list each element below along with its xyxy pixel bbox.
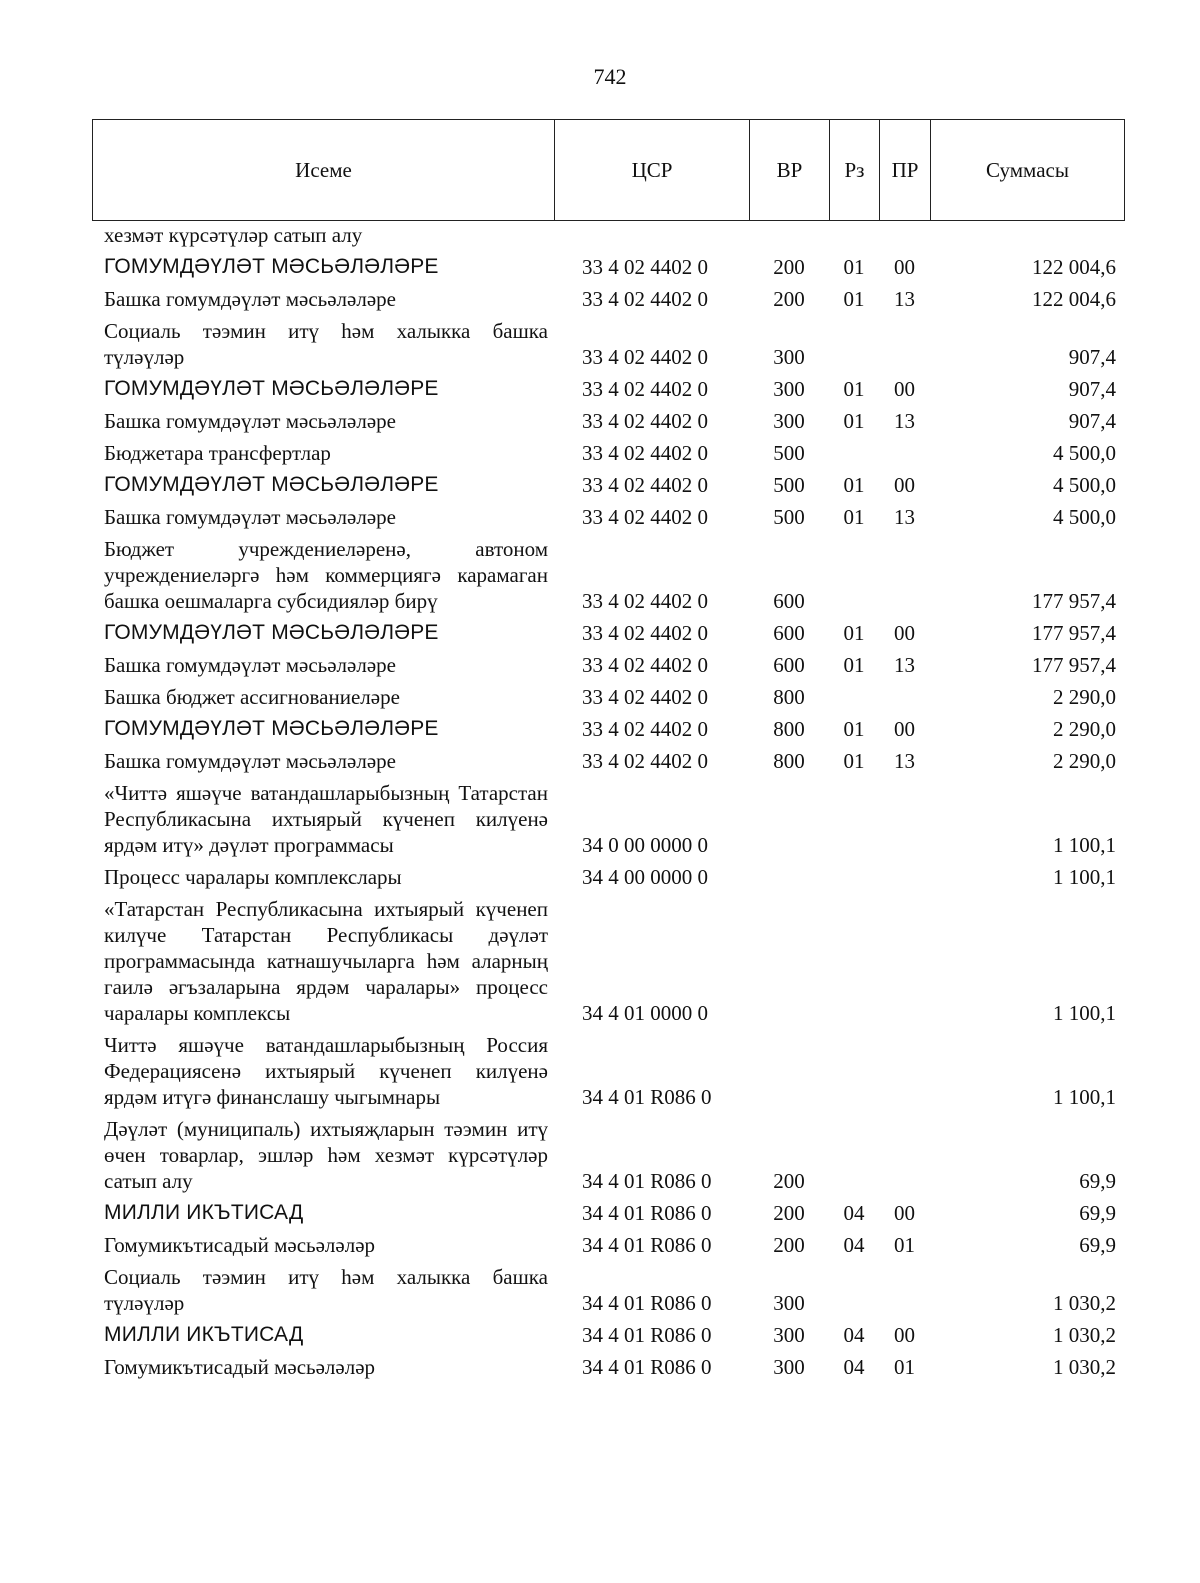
cell-name: МИЛЛИ ИКЪТИСАД [104,1201,304,1224]
cell-sum: 122 004,6 [1032,255,1116,279]
cell-pr: 00 [894,255,915,279]
cell-pr: 00 [894,1201,915,1225]
cell-pr [879,1116,930,1200]
cell-sum: 907,4 [1068,409,1116,433]
cell-sum [930,222,1124,254]
cell-name: Дәүләт (муниципаль) ихтыяҗларын тәэмин итү өчен товарлар, эшләр һәм хезмәт күрсәтүләр сатып алу [104,1117,548,1193]
cell-pr: 13 [894,749,915,773]
cell-name: Башка гомумдәүләт мәсьәләләре [104,505,396,529]
cell-name: МИЛЛИ ИКЪТИСАД [104,1323,304,1346]
cell-sum: 2 290,0 [1053,685,1116,709]
cell-name: Башка гомумдәүләт мәсьәләләре [104,653,396,677]
cell-pr: 13 [894,409,915,433]
cell-vr: 800 [773,749,805,773]
cell-rz [829,318,879,376]
cell-name: ГОМУМДӘҮЛӘТ МӘСЬӘЛӘЛӘРЕ [104,621,439,644]
cell-vr [749,896,829,1032]
cell-csr: 33 4 02 4402 0 [582,345,708,369]
cell-pr [879,1032,930,1116]
cell-rz [829,864,879,896]
cell-rz [829,222,879,254]
cell-csr: 33 4 02 4402 0 [582,287,708,311]
cell-vr: 200 [773,1201,805,1225]
cell-rz: 01 [843,717,865,741]
header-name: Исеме [93,120,555,221]
cell-sum: 1 100,1 [1053,865,1116,889]
cell-rz: 01 [843,377,865,401]
cell-sum: 4 500,0 [1053,505,1116,529]
cell-sum: 1 030,2 [1053,1291,1116,1315]
cell-vr: 300 [773,377,805,401]
cell-name: Бюджет учреждениеләренә, автоном учреждениеләргә һәм коммерциягә карамаган башка оешмаларга субсидияләр бирү [104,537,548,613]
cell-csr: 33 4 02 4402 0 [582,589,708,613]
header-csr: ЦСР [555,120,750,221]
cell-pr [879,222,930,254]
cell-vr: 200 [773,1169,805,1193]
cell-sum: 907,4 [1068,377,1116,401]
cell-name: ГОМУМДӘҮЛӘТ МӘСЬӘЛӘЛӘРЕ [104,377,439,400]
cell-vr: 800 [773,717,805,741]
cell-csr: 34 4 00 0000 0 [582,865,708,889]
table-row [92,1354,1124,1386]
table-row [92,472,1124,504]
cell-csr: 33 4 02 4402 0 [582,685,708,709]
budget-table [92,222,1124,1386]
cell-vr: 800 [773,685,805,709]
cell-csr [554,222,749,254]
cell-vr: 200 [773,287,805,311]
cell-name: ГОМУМДӘҮЛӘТ МӘСЬӘЛӘЛӘРЕ [104,717,439,740]
cell-name: Читтә яшәүче ватандашларыбызның Россия Федерациясенә ихтыярый күченеп килүенә ярдәм итүгә финанслашу чыгымнары [104,1033,548,1109]
cell-pr [879,864,930,896]
cell-pr: 01 [894,1233,915,1257]
cell-rz: 01 [843,473,865,497]
cell-pr [879,318,930,376]
cell-vr: 600 [773,589,805,613]
table-row [92,376,1124,408]
cell-name: хезмәт күрсәтүләр сатып алу [104,223,363,247]
cell-rz: 04 [843,1201,865,1225]
cell-name: «Читтә яшәүче ватандашларыбызның Татарстан Республикасына ихтыярый күченеп килүенә ярдәм итү» дәүләт программасы [104,781,548,857]
table-row [92,536,1124,620]
cell-rz: 01 [843,653,865,677]
cell-csr: 34 4 01 R086 0 [582,1169,712,1193]
cell-vr: 300 [773,1355,805,1379]
cell-rz: 01 [843,255,865,279]
table-row [92,896,1124,1032]
cell-rz [829,440,879,472]
cell-name: Башка гомумдәүләт мәсьәләләре [104,749,396,773]
cell-sum: 2 290,0 [1053,717,1116,741]
cell-rz: 01 [843,505,865,529]
cell-sum: 1 100,1 [1053,1085,1116,1109]
cell-sum: 122 004,6 [1032,287,1116,311]
table-row [92,780,1124,864]
cell-pr: 00 [894,377,915,401]
cell-sum: 69,9 [1079,1169,1116,1193]
cell-pr [879,780,930,864]
cell-name: Гомумикътисадый мәсьәләләр [104,1233,376,1257]
header-pr: ПР [880,120,931,221]
cell-name: Башка бюджет ассигнованиеләре [104,685,400,709]
header-vr: ВР [750,120,830,221]
cell-vr [749,1032,829,1116]
cell-rz [829,1116,879,1200]
cell-pr: 13 [894,653,915,677]
cell-name: «Татарстан Республикасына ихтыярый күченеп килүче Татарстан Республикасы дәүләт программасында катнашучыларга һәм аларның гаилә әгъзаларына ярдәм чаралары» процесс чаралары комплексы [104,897,548,1025]
cell-name: Башка гомумдәүләт мәсьәләләре [104,409,396,433]
cell-pr [879,896,930,1032]
table-row [92,1200,1124,1232]
table-row [92,254,1124,286]
cell-vr: 500 [773,505,805,529]
table-row [92,716,1124,748]
cell-sum: 907,4 [1068,345,1116,369]
cell-rz: 04 [843,1233,865,1257]
cell-csr: 33 4 02 4402 0 [582,441,708,465]
table-row [92,620,1124,652]
cell-csr: 34 4 01 R086 0 [582,1085,712,1109]
cell-csr: 34 4 01 R086 0 [582,1355,712,1379]
table-row [92,748,1124,780]
cell-pr [879,536,930,620]
cell-rz [829,896,879,1032]
table-row [92,652,1124,684]
cell-csr: 34 0 00 0000 0 [582,833,708,857]
cell-csr: 34 4 01 R086 0 [582,1291,712,1315]
cell-vr [749,864,829,896]
table-row [92,684,1124,716]
cell-csr: 33 4 02 4402 0 [582,473,708,497]
table-row [92,1032,1124,1116]
cell-name: Гомумикътисадый мәсьәләләр [104,1355,376,1379]
cell-rz [829,1264,879,1322]
cell-rz [829,536,879,620]
cell-vr: 200 [773,1233,805,1257]
cell-pr: 13 [894,505,915,529]
cell-name: ГОМУМДӘҮЛӘТ МӘСЬӘЛӘЛӘРЕ [104,255,439,278]
header-rz: Рз [830,120,880,221]
table-body [92,222,1124,1386]
cell-name: Социаль тәэмин итү һәм халыкка башка түләүләр [104,1265,548,1315]
cell-rz: 04 [843,1323,865,1347]
cell-vr: 600 [773,621,805,645]
cell-csr: 33 4 02 4402 0 [582,621,708,645]
cell-sum: 1 100,1 [1053,833,1116,857]
table-row [92,408,1124,440]
table-row [92,286,1124,318]
table-row [92,1232,1124,1264]
cell-csr: 34 4 01 R086 0 [582,1323,712,1347]
cell-csr: 33 4 02 4402 0 [582,505,708,529]
cell-vr: 300 [773,1291,805,1315]
cell-name: ГОМУМДӘҮЛӘТ МӘСЬӘЛӘЛӘРЕ [104,473,439,496]
cell-csr: 33 4 02 4402 0 [582,653,708,677]
cell-sum: 1 100,1 [1053,1001,1116,1025]
cell-name: Социаль тәэмин итү һәм халыкка башка түләүләр [104,319,548,369]
cell-vr: 500 [773,473,805,497]
cell-rz [829,684,879,716]
cell-rz: 01 [843,409,865,433]
cell-vr: 300 [773,345,805,369]
cell-vr: 300 [773,409,805,433]
cell-rz: 04 [843,1355,865,1379]
cell-csr: 34 4 01 0000 0 [582,1001,708,1025]
cell-name: Бюджетара трансфертлар [104,441,331,465]
cell-pr: 01 [894,1355,915,1379]
table-row [92,864,1124,896]
cell-csr: 34 4 01 R086 0 [582,1201,712,1225]
cell-name: Башка гомумдәүләт мәсьәләләре [104,287,396,311]
cell-pr: 00 [894,717,915,741]
table-row [92,1322,1124,1354]
cell-sum: 4 500,0 [1053,441,1116,465]
cell-pr [879,440,930,472]
cell-csr: 33 4 02 4402 0 [582,255,708,279]
table-row [92,440,1124,472]
cell-vr [749,780,829,864]
cell-vr: 300 [773,1323,805,1347]
cell-vr [749,222,829,254]
cell-sum: 1 030,2 [1053,1355,1116,1379]
cell-pr [879,684,930,716]
cell-vr: 500 [773,441,805,465]
cell-csr: 33 4 02 4402 0 [582,717,708,741]
cell-sum: 69,9 [1079,1233,1116,1257]
table-row [92,1116,1124,1200]
cell-pr: 00 [894,621,915,645]
cell-rz [829,780,879,864]
cell-rz: 01 [843,749,865,773]
cell-pr: 00 [894,1323,915,1347]
table-row [92,1264,1124,1322]
table-row [92,222,1124,254]
table-header [92,119,1125,221]
cell-rz: 01 [843,621,865,645]
cell-name: Процесс чаралары комплекслары [104,865,402,889]
cell-csr: 34 4 01 R086 0 [582,1233,712,1257]
cell-sum: 1 030,2 [1053,1323,1116,1347]
cell-csr: 33 4 02 4402 0 [582,377,708,401]
cell-csr: 33 4 02 4402 0 [582,409,708,433]
cell-rz [829,1032,879,1116]
cell-sum: 4 500,0 [1053,473,1116,497]
cell-sum: 69,9 [1079,1201,1116,1225]
cell-rz: 01 [843,287,865,311]
cell-sum: 177 957,4 [1032,653,1116,677]
cell-pr: 00 [894,473,915,497]
header-sum: Суммасы [931,120,1125,221]
cell-sum: 2 290,0 [1053,749,1116,773]
cell-pr: 13 [894,287,915,311]
page-number: 742 [593,64,627,89]
cell-sum: 177 957,4 [1032,621,1116,645]
cell-vr: 200 [773,255,805,279]
cell-pr [879,1264,930,1322]
table-row [92,318,1124,376]
cell-csr: 33 4 02 4402 0 [582,749,708,773]
table-row [92,504,1124,536]
cell-vr: 600 [773,653,805,677]
cell-sum: 177 957,4 [1032,589,1116,613]
